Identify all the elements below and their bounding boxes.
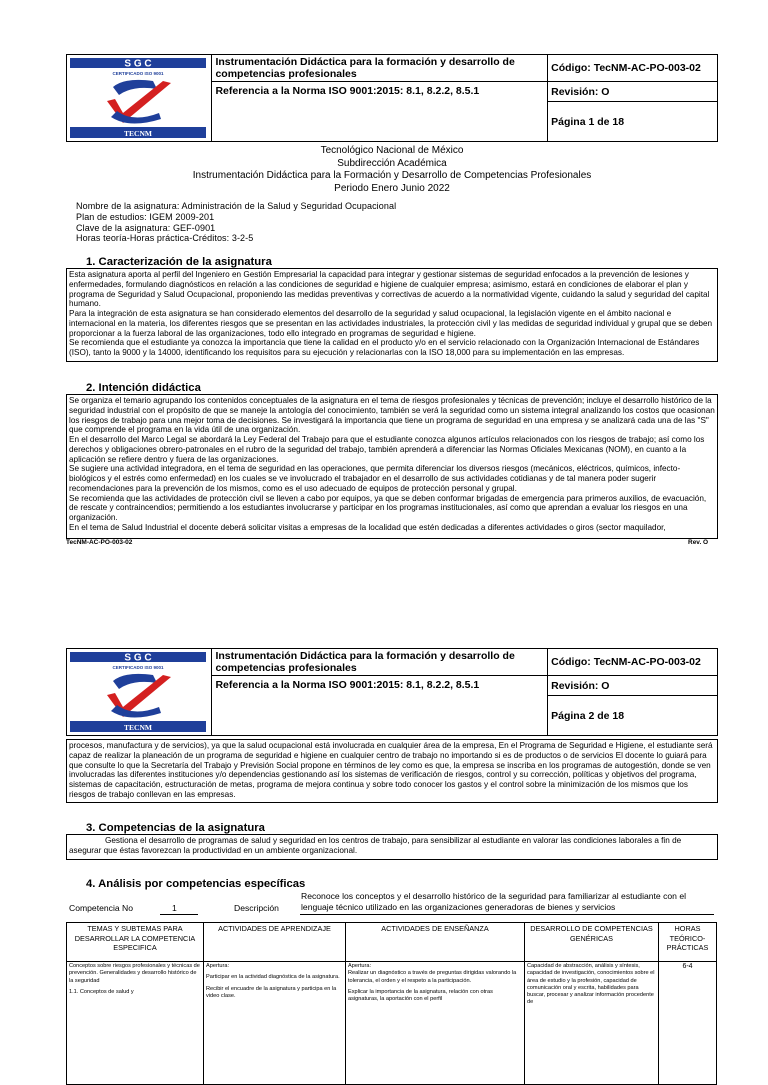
footer-code: TecNM-AC-PO-003-02: [66, 539, 133, 546]
cell-generic: [525, 962, 659, 1085]
cell-learning: [204, 962, 346, 1085]
continuation-text: procesos, manufactura y de servicios), ya que la salud ocupacional está involucrada en cualquier área de la empresa, En el Programa de Seguridad e Higiene, el estudiante será capaz de realizar la planeación de un programa de seguridad e higiene en cualquier centro de trabajo no importando si es de productos o de servicios El docente lo guiará para que consulte lo que la Secretaría del Trabajo y Previsión Social propone en términos de ley como es que, la empresa se inscriba en los programas de autogestión, donde se ven involucradas las diferentes instituciones y/o dependencias gestionando así los sistemas de verificación de riesgos, control y su corrección, políticas y objetivos del programa, sistemas de capacitación, estructuración de metas, programa de mejora continua y sobre todo conocer los gastos y el control sobre la minimización de los mismos que los riesgos de trabajo conllevan en las empresas.: [69, 741, 713, 799]
competency-number: 1: [172, 903, 177, 913]
iso-reference: Referencia a la Norma ISO 9001:2015: 8.1, 8.2.2, 8.5.1: [212, 82, 548, 142]
cell-text: Participar en la actividad diagnóstica de la asignatura.: [206, 974, 340, 981]
section-2-paragraph: Se recomienda que las actividades de protección civil se lleven a cabo por equipos, ya que se deben conformar brigadas de emergencia para primeros auxilios, de evacuación, de rescate y contraincendios; permitiendo a los estudiantes involucrarse y participar en los programas institucionales, así como que aprendan a evaluar los riesgos en una organización.: [69, 493, 707, 522]
section-2-title: 2. Intención didáctica: [86, 382, 201, 394]
doc-revision: Revisión: O: [548, 676, 718, 696]
sgc-logo: [67, 55, 212, 142]
study-plan: Plan de estudios: IGEM 2009-201: [76, 211, 215, 222]
sgc-logo: [67, 649, 212, 736]
header-table-page-1: [66, 54, 718, 142]
doc-title: Instrumentación Didáctica para la formación y desarrollo de competencias profesionales: [212, 649, 548, 676]
institution-name: Tecnológico Nacional de México: [320, 145, 464, 156]
cell-text: 1.1. Conceptos de salud y: [69, 988, 134, 995]
cell-text: Conceptos sobre riesgos profesionales y técnicas de prevención. Generalidades y desarrollo histórico de la seguridad: [69, 963, 200, 984]
section-2-paragraph: En el desarrollo del Marco Legal se abordará la Ley Federal del Trabajo para que el estudiante conozca algunos artículos relacionados con los riesgos de trabajo; así como los derechos y obligaciones obrero-patronales en el rubro de la seguridad del trabajo, también aprenderá a diferenciar las Normas Oficiales Mexicanas (NOM), en cuanto a la aplicación se refiere dentro y fuera de las organizaciones.: [69, 435, 705, 464]
description-underline: [300, 914, 714, 915]
doc-code: Código: TecNM-AC-PO-003-02: [548, 649, 718, 676]
cell-text: Realizar un diagnóstico a través de preguntas dirigidas valorando la tolerancia, el orden y el respeto a la participación.: [348, 970, 517, 984]
col-header-generic: DESARROLLO DE COMPETENCIAS GENÉRICAS: [525, 923, 659, 962]
cell-hours: 6-4: [659, 962, 717, 1085]
iso-reference: Referencia a la Norma ISO 9001:2015: 8.1, 8.2.2, 8.5.1: [212, 676, 548, 736]
section-2-paragraph: Se organiza el temario agrupando los contenidos conceptuales de la asignatura en el tema de riesgos profesionales y técnicas de prevención; incluye el desarrollo histórico de la seguridad industrial con el propósito de que se maneje la antología del conocimiento, también se verá la seguridad como un sistema integral analizando los costos que ocasionan los riesgos de trabajo para una mejor toma de decisiones. Se investigará la importancia que tiene un programa de seguridad en una empresa y se analizará cada una de las "S" que comprende el programa en la vida útil de una organización.: [69, 396, 715, 435]
section-2-paragraph: Se sugiere una actividad integradora, en el tema de seguridad en las operaciones, que permita diferenciar los diversos riesgos (mecánicos, eléctricos, químicos, infecto-biológicos y el estrés como enfermedad) en los cuales se ve involucrado el trabajador en el desarrollo de sus actividades cotidianas y de tal manera poder sugerir recomendaciones para la prevención de los mismos, como es el uso adecuado de equipos de protección personal y grupal.: [69, 464, 681, 493]
page-number: Página 1 de 18: [548, 102, 718, 142]
table-header-row: [67, 923, 717, 962]
section-1-title: 1. Caracterización de la asignatura: [86, 256, 272, 268]
section-3-text: Gestiona el desarrollo de programas de salud y seguridad en los centros de trabajo, para sensibilizar al estudiante en valorar las condiciones laborales a fin de asegurar que éstas favorezcan la productividad en un ambiente organizacional.: [69, 836, 682, 855]
logo-bottom-text: TECNM: [124, 723, 152, 732]
col-header-teaching: ACTIVIDADES DE ENSEÑANZA: [346, 923, 525, 962]
section-3-box: [66, 834, 718, 860]
section-2-paragraph: En el tema de Salud Industrial el docente deberá solicitar visitas a empresas de la localidad que estén dedicadas a diferentes actividades o giros (sector maquilador,: [69, 522, 666, 532]
institution-block: [66, 145, 718, 195]
description-label: Descripción: [234, 903, 279, 913]
subject-name: Nombre de la asignatura: Administración de la Salud y Seguridad Ocupacional: [76, 201, 397, 211]
competency-description: Reconoce los conceptos y el desarrollo histórico de la seguridad para familiarizar al estudiante con el lenguaje técnico utilizado en las organizaciones generadoras de bienes y servicios: [301, 891, 687, 912]
table-row: [67, 962, 717, 1085]
competency-underline: [160, 914, 198, 915]
doc-code: Código: TecNM-AC-PO-003-02: [548, 55, 718, 82]
section-4-title: 4. Análisis por competencias específicas: [86, 878, 306, 890]
competency-label: Competencia No: [69, 903, 134, 913]
logo-top-text: S G C: [124, 652, 152, 664]
logo-top-text: S G C: [124, 58, 152, 70]
subject-hours: Horas teoría-Horas práctica-Créditos: 3-2-5: [76, 233, 254, 244]
header-table-page-2: [66, 648, 718, 736]
cell-text: Apertura:: [206, 963, 230, 969]
cell-text: Recibir el encuadre de la asignatura y participa en la video clase.: [206, 985, 337, 999]
doc-revision: Revisión: O: [548, 82, 718, 102]
subject-key: Clave de la asignatura: GEF-0901: [76, 222, 216, 233]
continuation-box: [66, 739, 718, 803]
cell-topics: [67, 962, 204, 1085]
sgc-logo-graphic: [67, 649, 209, 735]
page-number: Página 2 de 18: [548, 696, 718, 736]
cell-text: Capacidad de abstracción, análisis y síntesis, capacidad de investigación, conocimientos sobre el área de estudio y la profesión, capacidad de comunicación oral y escrita, habilidades para buscar, procesar y analizar información procedente de: [527, 963, 655, 1006]
logo-bottom-text: TECNM: [124, 129, 152, 138]
sgc-logo-graphic: [67, 55, 209, 141]
logo-cert-text: CERTIFICADO ISO 9001: [112, 71, 164, 76]
section-1-box: [66, 268, 718, 362]
subject-meta: [76, 201, 396, 244]
cell-text: Explicar la importancia de la asignatura, relación con otras asignaturas, la aportación con el perfil: [348, 988, 493, 1003]
doc-title: Instrumentación Didáctica para la formación y desarrollo de competencias profesionales: [212, 55, 548, 82]
section-1-paragraph: Esta asignatura aporta al perfil del Ingeniero en Gestión Empresarial la capacidad para integrar y gestionar sistemas de seguridad enfocados a la prevención de lesiones y enfermedades, formulando diagnósticos en relación a las condiciones de seguridad e higiene de cualquier empresa; asimismo, estará en condiciones de elaborar el plan y programa de Seguridad y Salud Ocupacional, proponiendo las medidas preventivas y correctivas de acuerdo a la normatividad vigente, cuidando la salud y seguridad del capital humano.: [69, 270, 710, 309]
section-2-box: [66, 394, 718, 539]
cell-text: Apertura:: [348, 963, 372, 969]
col-header-hours: HORAS TEÓRICO-PRÁCTICAS: [659, 923, 717, 962]
section-1-paragraph: Para la integración de esta asignatura se han considerado elementos del desarrollo de la seguridad y salud ocupacional, la legislación vigente en el ámbito nacional e internacional en la materia, los diferentes riesgos que se presentan en las actividades industriales, la protección civil y las medidas de seguridad individual y grupal que se deben proporcionar a la fuerza laboral de las organizaciones, todo ello integrado en programas de seguridad e higiene.: [69, 309, 713, 338]
col-header-learning: ACTIVIDADES DE APRENDIZAJE: [204, 923, 346, 962]
period: Periodo Enero Junio 2022: [334, 182, 450, 194]
logo-cert-text: CERTIFICADO ISO 9001: [112, 665, 164, 670]
subdirection: Subdirección Académica: [337, 157, 447, 169]
cell-teaching: [346, 962, 525, 1085]
col-header-topics: TEMAS Y SUBTEMAS PARA DESARROLLAR LA COMPETENCIA ESPECIFICA: [67, 923, 204, 962]
instrument-title: Instrumentación Didáctica para la Formación y Desarrollo de Competencias Profesionales: [192, 170, 592, 181]
footer-revision: Rev. O: [688, 539, 709, 546]
section-1-paragraph: Se recomienda que el estudiante ya conozca la importancia que tiene la calidad en el producto y/o en el servicio relacionado con la Organización Internacional de Estándares (ISO), tanto la 9000 y la 14000, identificando los requisitos para su ejecución y relacionarlas con la ISO 18,000 para su implementación en las empresas.: [69, 338, 700, 357]
section-3-title: 3. Competencias de la asignatura: [86, 822, 265, 834]
competency-table: [66, 922, 717, 1085]
